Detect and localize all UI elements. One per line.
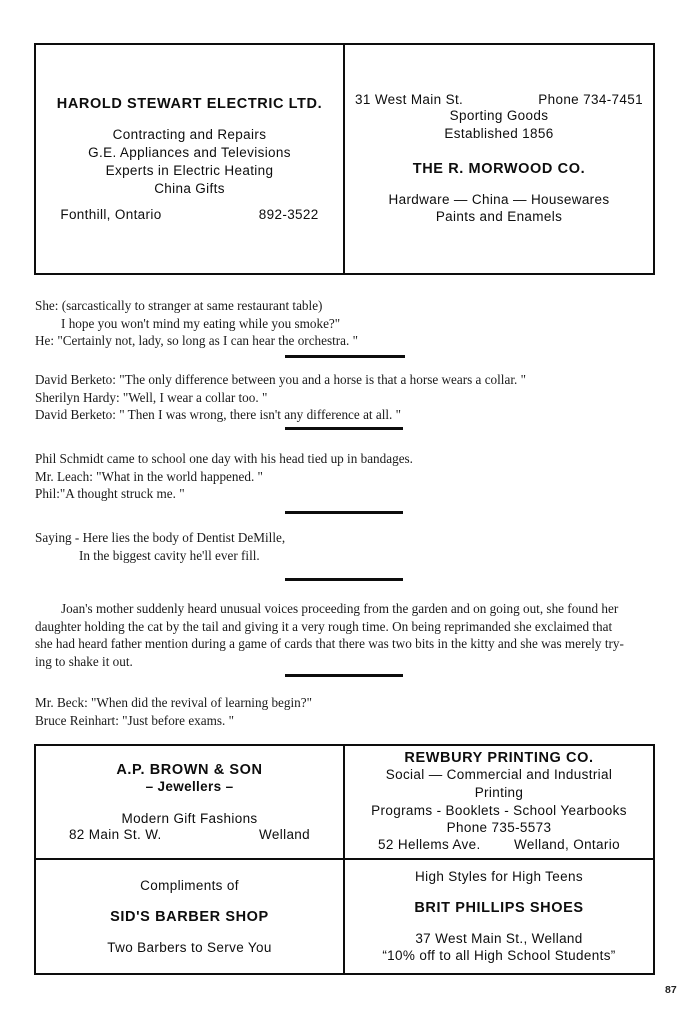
- section-divider-rule: [285, 427, 403, 430]
- ad-business-name: HAROLD STEWART ELECTRIC LTD.: [56, 96, 323, 113]
- ad-service-line: Social — Commercial and Industrial: [385, 766, 613, 782]
- ad-phone: Phone 734-7451: [538, 91, 643, 107]
- ad-address: 37 West Main St., Welland: [415, 930, 583, 946]
- ad-business-name: A.P. BROWN & SON: [116, 761, 263, 778]
- ad-address: 82 Main St. W.: [68, 827, 162, 843]
- joke-line: Saying - Here lies the body of Dentist DeMille,: [35, 530, 286, 545]
- ad-address: 52 Hellems Ave.: [378, 837, 481, 853]
- ad-tagline: Two Barbers to Serve You: [107, 939, 272, 955]
- ad-sids-barber-shop[interactable]: [36, 860, 345, 973]
- ad-rewbury-printing-co[interactable]: [345, 746, 653, 860]
- joke-line: Phil Schmidt came to school one day with his head tied up in bandages.: [35, 451, 413, 466]
- ad-subtitle: – Jewellers –: [145, 778, 234, 794]
- ad-city: Welland, Ontario: [514, 837, 620, 853]
- bottom-ad-row-lower: [36, 860, 653, 973]
- joke-line: Mr. Leach: "What in the world happened. ": [35, 468, 263, 484]
- ad-city: Welland: [259, 827, 311, 843]
- ad-service-line: Paints and Enamels: [435, 209, 563, 225]
- joke-line: He: "Certainly not, lady, so long as I can hear the orchestra. ": [35, 333, 359, 348]
- ad-service-line: Printing: [474, 784, 524, 800]
- ad-address: Fonthill, Ontario: [60, 206, 162, 222]
- joke-line: Sherilyn Hardy: "Well, I wear a collar too. ": [35, 389, 268, 405]
- paragraph-line: she had heard father mention during a game of cards that there was two bits in the kitty and she was merely try-: [35, 636, 624, 651]
- ad-r-morwood-co[interactable]: [345, 45, 653, 273]
- joke-line: Bruce Reinhart: "Just before exams. ": [35, 712, 234, 728]
- anecdote-kitty-paragraph: [35, 600, 647, 670]
- page-number: 87: [665, 984, 677, 996]
- ad-compliments-line: Compliments of: [140, 877, 239, 893]
- ad-phone: Phone 735-5573: [446, 820, 552, 836]
- paragraph-line: ing to shake it out.: [35, 653, 133, 669]
- ad-established-line: Established 1856: [444, 125, 554, 141]
- ad-service-line: Programs - Booklets - School Yearbooks: [371, 802, 627, 818]
- joke-line: Mr. Beck: "When did the revival of learning begin?": [35, 695, 312, 710]
- ad-address: 31 West Main St.: [355, 91, 464, 107]
- joke-line: In the biggest cavity he'll ever fill.: [79, 547, 260, 563]
- ad-service-line: Contracting and Repairs: [112, 127, 267, 143]
- joke-line: I hope you won't mind my eating while you smoke?": [61, 315, 341, 331]
- ad-tagline: High Styles for High Teens: [415, 868, 583, 884]
- section-divider-rule: [285, 674, 403, 677]
- ad-brit-phillips-shoes[interactable]: [345, 860, 653, 973]
- joke-revival-of-learning: [35, 694, 312, 729]
- bottom-ad-row-upper: [36, 746, 653, 860]
- section-divider-rule: [285, 578, 403, 581]
- ad-harold-stewart-electric[interactable]: [36, 45, 345, 273]
- section-divider-rule: [285, 355, 405, 358]
- joke-restaurant-smoke: [35, 297, 358, 350]
- joke-dentist-demille: [35, 529, 285, 564]
- joke-horse-collar: [35, 371, 526, 424]
- ad-business-name: BRIT PHILLIPS SHOES: [414, 899, 584, 916]
- joke-line: She: (sarcastically to stranger at same restaurant table): [35, 298, 323, 313]
- joke-line: David Berketo: " Then I was wrong, there isn't any difference at all. ": [35, 407, 402, 422]
- ad-ap-brown-and-son[interactable]: [36, 746, 345, 860]
- ad-service-line: G.E. Appliances and Televisions: [88, 145, 291, 161]
- ad-business-name: SID'S BARBER SHOP: [110, 908, 269, 925]
- ad-address-phone-row: [60, 207, 318, 222]
- ad-business-name: REWBURY PRINTING CO.: [404, 749, 594, 766]
- joke-line: David Berketo: "The only difference between you and a horse is that a horse wears a collar. ": [35, 372, 526, 387]
- ad-service-line: China Gifts: [154, 180, 225, 196]
- ad-address-phone-row: [355, 92, 643, 107]
- paragraph-line: daughter holding the cat by the tail and giving it a very rough time. On being reprimanded she exclaimed that: [35, 618, 613, 634]
- joke-thought-struck-me: [35, 450, 413, 503]
- ad-service-line: Experts in Electric Heating: [105, 163, 274, 178]
- ad-tagline: Modern Gift Fashions: [121, 810, 258, 826]
- ad-service-line: Hardware — China — Housewares: [388, 191, 610, 207]
- bottom-advertisement-box: [34, 744, 655, 975]
- ad-address-city-row: [378, 837, 620, 852]
- ad-offer: “10% off to all High School Students”: [382, 948, 616, 964]
- section-divider-rule: [285, 511, 403, 514]
- joke-line: Phil:"A thought struck me. ": [35, 486, 185, 501]
- ad-service-line: Sporting Goods: [449, 107, 549, 123]
- paragraph-line: Joan's mother suddenly heard unusual voices proceeding from the garden and on going out, she found her: [61, 601, 619, 616]
- ad-address-city-row: [69, 827, 310, 842]
- top-advertisement-box: [34, 43, 655, 275]
- ad-business-name: THE R. MORWOOD CO.: [412, 160, 586, 177]
- ad-phone: 892-3522: [258, 206, 319, 222]
